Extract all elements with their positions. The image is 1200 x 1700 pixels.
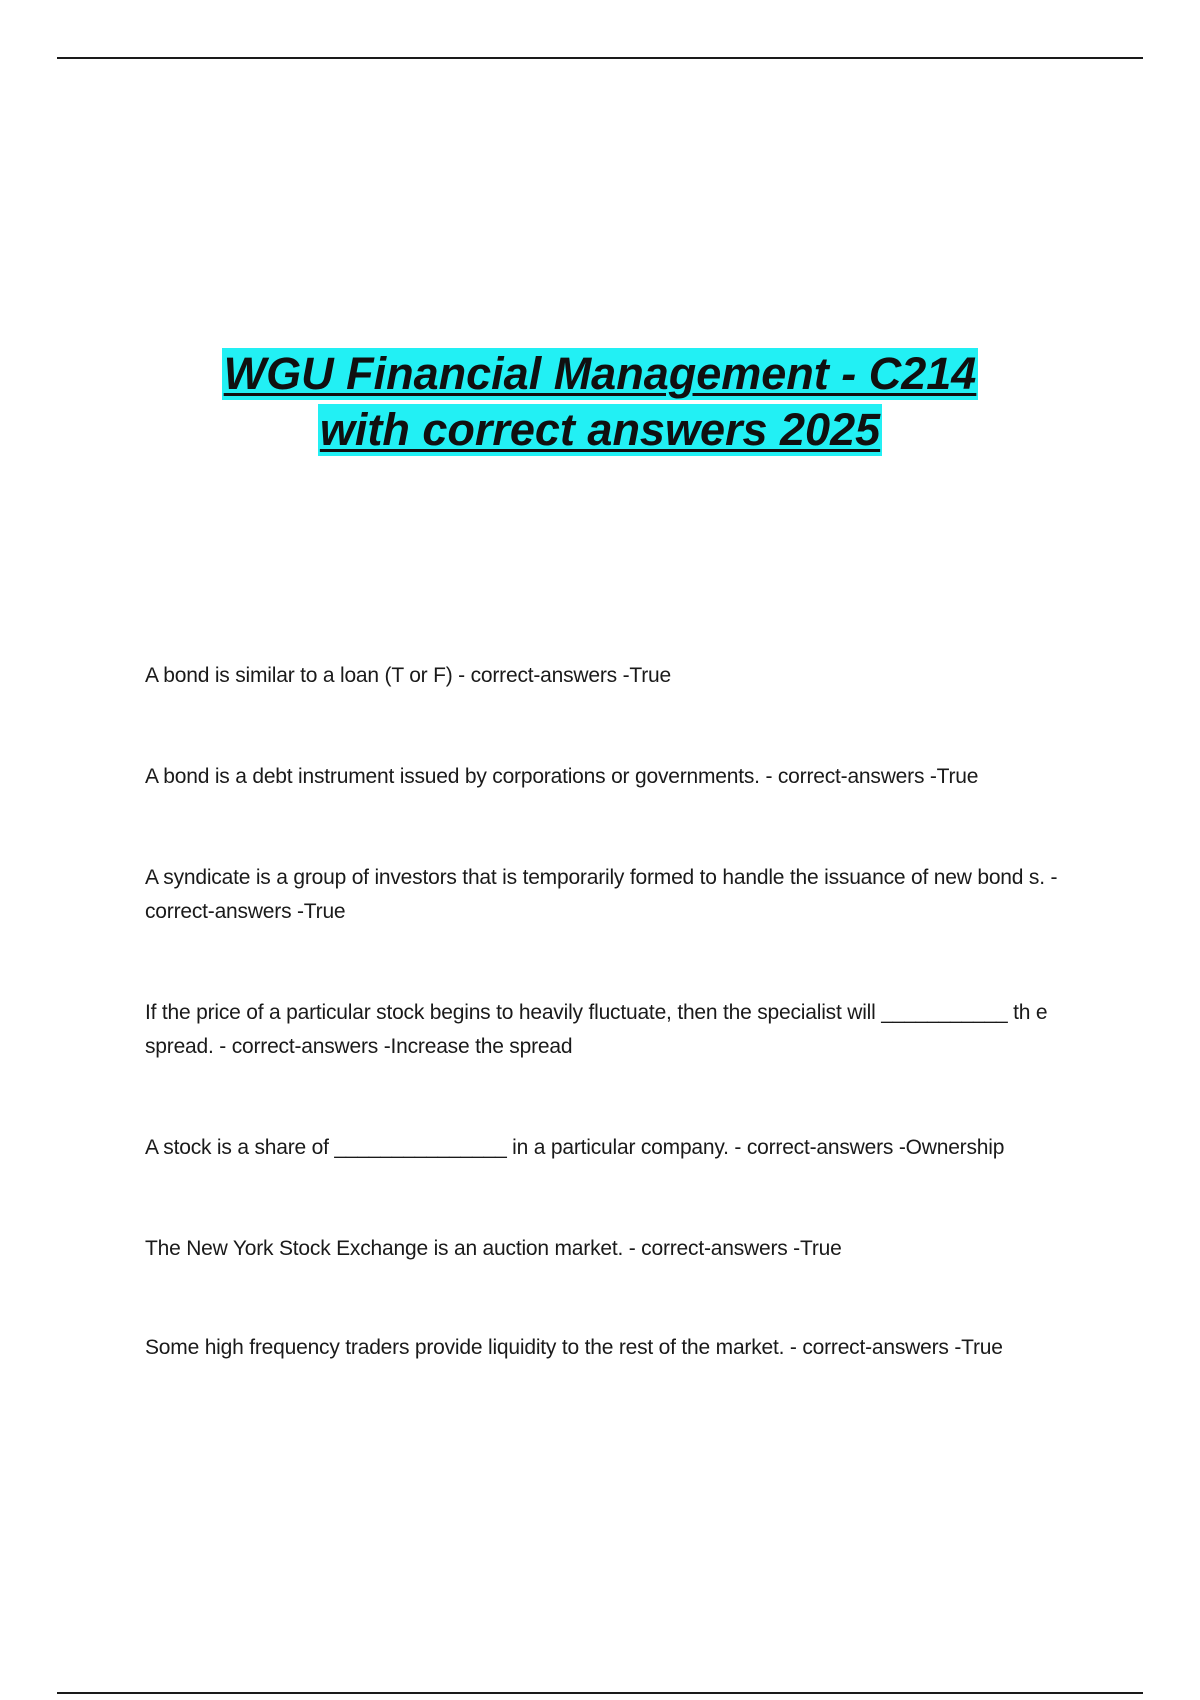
bottom-divider (57, 1692, 1143, 1694)
qa-item: The New York Stock Exchange is an auction market. - correct-answers -True (145, 1237, 842, 1260)
qa-item: Some high frequency traders provide liquidity to the rest of the market. - correct-answers -True (145, 1336, 1003, 1359)
title-line-1: WGU Financial Management - C214 (223, 348, 977, 399)
document-title (0, 348, 1200, 460)
title-line-2: with correct answers 2025 (319, 404, 881, 455)
qa-item: A bond is a debt instrument issued by corporations or governments. - correct-answers -True (145, 765, 979, 788)
qa-item: A stock is a share of _______________ in a particular company. - correct-answers -Ownership (145, 1136, 1005, 1159)
top-divider (57, 57, 1143, 59)
qa-item: A bond is similar to a loan (T or F) - correct-answers -True (145, 664, 671, 687)
qa-item: A syndicate is a group of investors that is temporarily formed to handle the issuance of new bond s. - correct-answers -True (145, 866, 1058, 923)
qa-item: If the price of a particular stock begins to heavily fluctuate, then the specialist will ___________ th e spread. - correct-answers -Increase the spread (145, 1001, 1048, 1058)
